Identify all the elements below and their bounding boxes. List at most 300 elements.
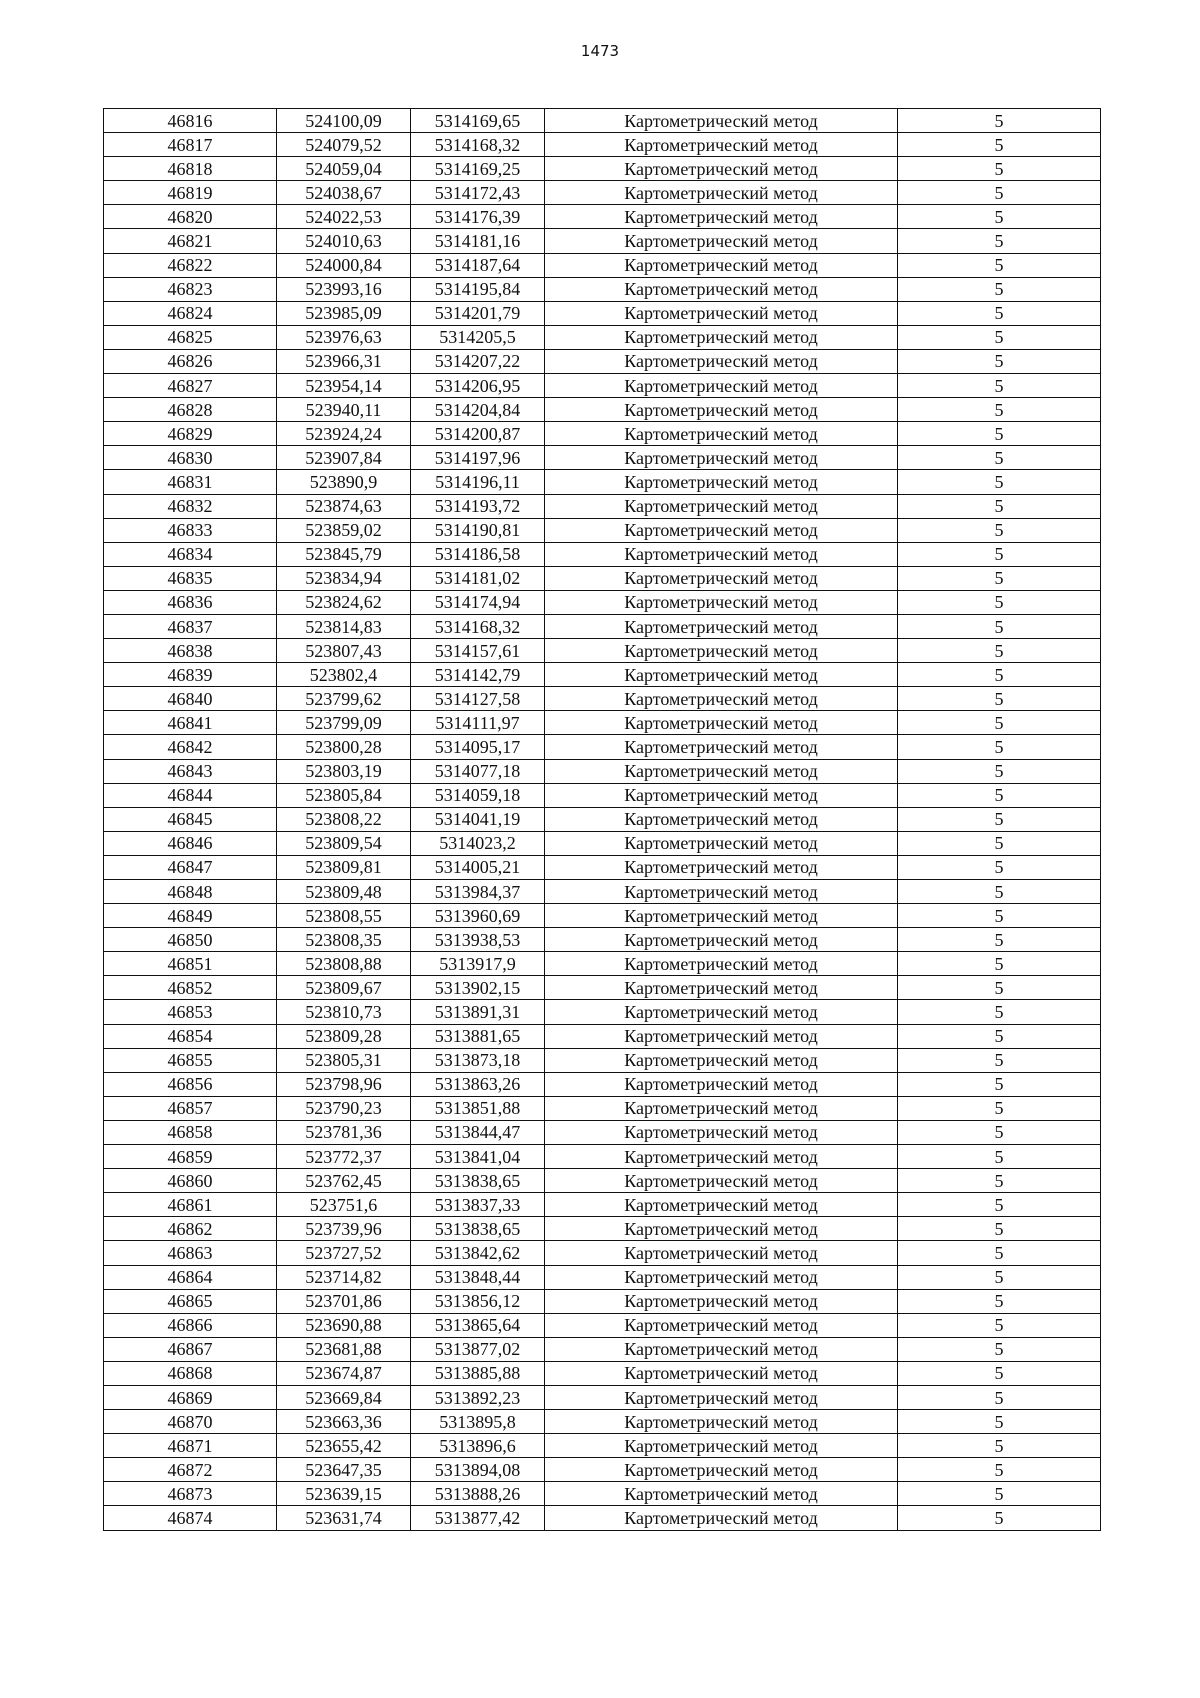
point-number-cell: 46861 bbox=[104, 1193, 277, 1217]
table-row bbox=[104, 1169, 1101, 1193]
point-number-cell: 46831 bbox=[104, 470, 277, 494]
table-row bbox=[104, 349, 1101, 373]
table-row bbox=[104, 109, 1101, 133]
accuracy-cell: 5 bbox=[898, 614, 1101, 638]
accuracy-cell: 5 bbox=[898, 1289, 1101, 1313]
x-coordinate-cell: 523803,19 bbox=[277, 759, 411, 783]
accuracy-cell: 5 bbox=[898, 374, 1101, 398]
point-number-cell: 46864 bbox=[104, 1265, 277, 1289]
method-cell: Картометрический метод bbox=[545, 1048, 898, 1072]
x-coordinate-cell: 523810,73 bbox=[277, 1000, 411, 1024]
point-number-cell: 46833 bbox=[104, 518, 277, 542]
table-row bbox=[104, 518, 1101, 542]
point-number-cell: 46820 bbox=[104, 205, 277, 229]
y-coordinate-cell: 5313960,69 bbox=[411, 904, 545, 928]
x-coordinate-cell: 523739,96 bbox=[277, 1217, 411, 1241]
table-row bbox=[104, 1048, 1101, 1072]
y-coordinate-cell: 5314181,02 bbox=[411, 566, 545, 590]
table-row bbox=[104, 253, 1101, 277]
accuracy-cell: 5 bbox=[898, 566, 1101, 590]
point-number-cell: 46855 bbox=[104, 1048, 277, 1072]
table-row bbox=[104, 374, 1101, 398]
point-number-cell: 46843 bbox=[104, 759, 277, 783]
x-coordinate-cell: 523639,15 bbox=[277, 1482, 411, 1506]
method-cell: Картометрический метод bbox=[545, 614, 898, 638]
y-coordinate-cell: 5313984,37 bbox=[411, 880, 545, 904]
coordinates-table bbox=[103, 108, 1101, 1531]
x-coordinate-cell: 523807,43 bbox=[277, 639, 411, 663]
accuracy-cell: 5 bbox=[898, 590, 1101, 614]
y-coordinate-cell: 5314111,97 bbox=[411, 711, 545, 735]
method-cell: Картометрический метод bbox=[545, 374, 898, 398]
method-cell: Картометрический метод bbox=[545, 325, 898, 349]
accuracy-cell: 5 bbox=[898, 663, 1101, 687]
y-coordinate-cell: 5313848,44 bbox=[411, 1265, 545, 1289]
y-coordinate-cell: 5313885,88 bbox=[411, 1361, 545, 1385]
table-row bbox=[104, 976, 1101, 1000]
table-row bbox=[104, 1000, 1101, 1024]
table-row bbox=[104, 1241, 1101, 1265]
y-coordinate-cell: 5314168,32 bbox=[411, 614, 545, 638]
point-number-cell: 46841 bbox=[104, 711, 277, 735]
table-row bbox=[104, 639, 1101, 663]
x-coordinate-cell: 524079,52 bbox=[277, 133, 411, 157]
table-row bbox=[104, 880, 1101, 904]
method-cell: Картометрический метод bbox=[545, 1169, 898, 1193]
point-number-cell: 46840 bbox=[104, 687, 277, 711]
accuracy-cell: 5 bbox=[898, 422, 1101, 446]
y-coordinate-cell: 5314181,16 bbox=[411, 229, 545, 253]
method-cell: Картометрический метод bbox=[545, 904, 898, 928]
accuracy-cell: 5 bbox=[898, 446, 1101, 470]
accuracy-cell: 5 bbox=[898, 1506, 1101, 1530]
point-number-cell: 46873 bbox=[104, 1482, 277, 1506]
y-coordinate-cell: 5314168,32 bbox=[411, 133, 545, 157]
method-cell: Картометрический метод bbox=[545, 1506, 898, 1530]
method-cell: Картометрический метод bbox=[545, 807, 898, 831]
point-number-cell: 46849 bbox=[104, 904, 277, 928]
point-number-cell: 46851 bbox=[104, 952, 277, 976]
accuracy-cell: 5 bbox=[898, 904, 1101, 928]
method-cell: Картометрический метод bbox=[545, 277, 898, 301]
accuracy-cell: 5 bbox=[898, 952, 1101, 976]
y-coordinate-cell: 5314200,87 bbox=[411, 422, 545, 446]
method-cell: Картометрический метод bbox=[545, 687, 898, 711]
method-cell: Картометрический метод bbox=[545, 133, 898, 157]
table-row bbox=[104, 783, 1101, 807]
y-coordinate-cell: 5313891,31 bbox=[411, 1000, 545, 1024]
y-coordinate-cell: 5314095,17 bbox=[411, 735, 545, 759]
accuracy-cell: 5 bbox=[898, 109, 1101, 133]
x-coordinate-cell: 523714,82 bbox=[277, 1265, 411, 1289]
point-number-cell: 46866 bbox=[104, 1313, 277, 1337]
x-coordinate-cell: 524000,84 bbox=[277, 253, 411, 277]
x-coordinate-cell: 523799,09 bbox=[277, 711, 411, 735]
point-number-cell: 46839 bbox=[104, 663, 277, 687]
x-coordinate-cell: 523845,79 bbox=[277, 542, 411, 566]
method-cell: Картометрический метод bbox=[545, 157, 898, 181]
accuracy-cell: 5 bbox=[898, 831, 1101, 855]
point-number-cell: 46818 bbox=[104, 157, 277, 181]
x-coordinate-cell: 523799,62 bbox=[277, 687, 411, 711]
table-row bbox=[104, 325, 1101, 349]
x-coordinate-cell: 523727,52 bbox=[277, 1241, 411, 1265]
table-row bbox=[104, 687, 1101, 711]
point-number-cell: 46854 bbox=[104, 1024, 277, 1048]
y-coordinate-cell: 5314187,64 bbox=[411, 253, 545, 277]
accuracy-cell: 5 bbox=[898, 205, 1101, 229]
method-cell: Картометрический метод bbox=[545, 1000, 898, 1024]
method-cell: Картометрический метод bbox=[545, 1434, 898, 1458]
table-row bbox=[104, 1145, 1101, 1169]
x-coordinate-cell: 523808,22 bbox=[277, 807, 411, 831]
point-number-cell: 46863 bbox=[104, 1241, 277, 1265]
y-coordinate-cell: 5314041,19 bbox=[411, 807, 545, 831]
accuracy-cell: 5 bbox=[898, 1217, 1101, 1241]
y-coordinate-cell: 5313896,6 bbox=[411, 1434, 545, 1458]
table-row bbox=[104, 1385, 1101, 1409]
method-cell: Картометрический метод bbox=[545, 1313, 898, 1337]
x-coordinate-cell: 523874,63 bbox=[277, 494, 411, 518]
table-row bbox=[104, 277, 1101, 301]
x-coordinate-cell: 523985,09 bbox=[277, 301, 411, 325]
method-cell: Картометрический метод bbox=[545, 109, 898, 133]
y-coordinate-cell: 5314142,79 bbox=[411, 663, 545, 687]
accuracy-cell: 5 bbox=[898, 1193, 1101, 1217]
y-coordinate-cell: 5314186,58 bbox=[411, 542, 545, 566]
point-number-cell: 46817 bbox=[104, 133, 277, 157]
table-row bbox=[104, 1193, 1101, 1217]
table-row bbox=[104, 1361, 1101, 1385]
accuracy-cell: 5 bbox=[898, 398, 1101, 422]
x-coordinate-cell: 523802,4 bbox=[277, 663, 411, 687]
accuracy-cell: 5 bbox=[898, 1458, 1101, 1482]
y-coordinate-cell: 5314195,84 bbox=[411, 277, 545, 301]
method-cell: Картометрический метод bbox=[545, 1385, 898, 1409]
y-coordinate-cell: 5313851,88 bbox=[411, 1096, 545, 1120]
accuracy-cell: 5 bbox=[898, 1241, 1101, 1265]
point-number-cell: 46859 bbox=[104, 1145, 277, 1169]
y-coordinate-cell: 5313863,26 bbox=[411, 1072, 545, 1096]
accuracy-cell: 5 bbox=[898, 349, 1101, 373]
table-row bbox=[104, 1289, 1101, 1313]
y-coordinate-cell: 5313894,08 bbox=[411, 1458, 545, 1482]
y-coordinate-cell: 5313877,42 bbox=[411, 1506, 545, 1530]
accuracy-cell: 5 bbox=[898, 1120, 1101, 1144]
accuracy-cell: 5 bbox=[898, 783, 1101, 807]
table-row bbox=[104, 1120, 1101, 1144]
point-number-cell: 46862 bbox=[104, 1217, 277, 1241]
accuracy-cell: 5 bbox=[898, 181, 1101, 205]
x-coordinate-cell: 523808,88 bbox=[277, 952, 411, 976]
point-number-cell: 46844 bbox=[104, 783, 277, 807]
point-number-cell: 46832 bbox=[104, 494, 277, 518]
y-coordinate-cell: 5314172,43 bbox=[411, 181, 545, 205]
x-coordinate-cell: 524059,04 bbox=[277, 157, 411, 181]
x-coordinate-cell: 523663,36 bbox=[277, 1410, 411, 1434]
y-coordinate-cell: 5314206,95 bbox=[411, 374, 545, 398]
x-coordinate-cell: 523976,63 bbox=[277, 325, 411, 349]
method-cell: Картометрический метод bbox=[545, 494, 898, 518]
x-coordinate-cell: 523809,54 bbox=[277, 831, 411, 855]
x-coordinate-cell: 523800,28 bbox=[277, 735, 411, 759]
table-row bbox=[104, 470, 1101, 494]
table-row bbox=[104, 229, 1101, 253]
table-row bbox=[104, 855, 1101, 879]
table-row bbox=[104, 711, 1101, 735]
y-coordinate-cell: 5313881,65 bbox=[411, 1024, 545, 1048]
method-cell: Картометрический метод bbox=[545, 253, 898, 277]
point-number-cell: 46825 bbox=[104, 325, 277, 349]
method-cell: Картометрический метод bbox=[545, 590, 898, 614]
point-number-cell: 46819 bbox=[104, 181, 277, 205]
y-coordinate-cell: 5313902,15 bbox=[411, 976, 545, 1000]
table-row bbox=[104, 446, 1101, 470]
table-row bbox=[104, 422, 1101, 446]
method-cell: Картометрический метод bbox=[545, 422, 898, 446]
table-row bbox=[104, 398, 1101, 422]
method-cell: Картометрический метод bbox=[545, 1482, 898, 1506]
y-coordinate-cell: 5314157,61 bbox=[411, 639, 545, 663]
x-coordinate-cell: 523890,9 bbox=[277, 470, 411, 494]
x-coordinate-cell: 523809,48 bbox=[277, 880, 411, 904]
table-row bbox=[104, 952, 1101, 976]
method-cell: Картометрический метод bbox=[545, 1241, 898, 1265]
accuracy-cell: 5 bbox=[898, 1385, 1101, 1409]
accuracy-cell: 5 bbox=[898, 711, 1101, 735]
x-coordinate-cell: 524022,53 bbox=[277, 205, 411, 229]
accuracy-cell: 5 bbox=[898, 855, 1101, 879]
x-coordinate-cell: 523781,36 bbox=[277, 1120, 411, 1144]
accuracy-cell: 5 bbox=[898, 1072, 1101, 1096]
y-coordinate-cell: 5314059,18 bbox=[411, 783, 545, 807]
x-coordinate-cell: 523762,45 bbox=[277, 1169, 411, 1193]
x-coordinate-cell: 523669,84 bbox=[277, 1385, 411, 1409]
accuracy-cell: 5 bbox=[898, 976, 1101, 1000]
x-coordinate-cell: 523940,11 bbox=[277, 398, 411, 422]
accuracy-cell: 5 bbox=[898, 301, 1101, 325]
table-row bbox=[104, 904, 1101, 928]
method-cell: Картометрический метод bbox=[545, 446, 898, 470]
y-coordinate-cell: 5314174,94 bbox=[411, 590, 545, 614]
table-row bbox=[104, 301, 1101, 325]
method-cell: Картометрический метод bbox=[545, 663, 898, 687]
x-coordinate-cell: 523834,94 bbox=[277, 566, 411, 590]
method-cell: Картометрический метод bbox=[545, 783, 898, 807]
accuracy-cell: 5 bbox=[898, 759, 1101, 783]
y-coordinate-cell: 5313841,04 bbox=[411, 1145, 545, 1169]
table-row bbox=[104, 1096, 1101, 1120]
y-coordinate-cell: 5314207,22 bbox=[411, 349, 545, 373]
y-coordinate-cell: 5313844,47 bbox=[411, 1120, 545, 1144]
table-row bbox=[104, 133, 1101, 157]
y-coordinate-cell: 5314169,25 bbox=[411, 157, 545, 181]
method-cell: Картометрический метод bbox=[545, 735, 898, 759]
table-row bbox=[104, 928, 1101, 952]
table-row bbox=[104, 181, 1101, 205]
table-row bbox=[104, 157, 1101, 181]
method-cell: Картометрический метод bbox=[545, 1458, 898, 1482]
y-coordinate-cell: 5314201,79 bbox=[411, 301, 545, 325]
point-number-cell: 46869 bbox=[104, 1385, 277, 1409]
point-number-cell: 46816 bbox=[104, 109, 277, 133]
method-cell: Картометрический метод bbox=[545, 542, 898, 566]
y-coordinate-cell: 5313865,64 bbox=[411, 1313, 545, 1337]
method-cell: Картометрический метод bbox=[545, 1193, 898, 1217]
accuracy-cell: 5 bbox=[898, 1024, 1101, 1048]
table-row bbox=[104, 1410, 1101, 1434]
point-number-cell: 46837 bbox=[104, 614, 277, 638]
table-row bbox=[104, 1337, 1101, 1361]
x-coordinate-cell: 523993,16 bbox=[277, 277, 411, 301]
accuracy-cell: 5 bbox=[898, 157, 1101, 181]
x-coordinate-cell: 523701,86 bbox=[277, 1289, 411, 1313]
table-row bbox=[104, 1265, 1101, 1289]
method-cell: Картометрический метод bbox=[545, 1337, 898, 1361]
table-row bbox=[104, 663, 1101, 687]
point-number-cell: 46824 bbox=[104, 301, 277, 325]
point-number-cell: 46845 bbox=[104, 807, 277, 831]
point-number-cell: 46829 bbox=[104, 422, 277, 446]
point-number-cell: 46852 bbox=[104, 976, 277, 1000]
accuracy-cell: 5 bbox=[898, 277, 1101, 301]
point-number-cell: 46856 bbox=[104, 1072, 277, 1096]
method-cell: Картометрический метод bbox=[545, 831, 898, 855]
y-coordinate-cell: 5314176,39 bbox=[411, 205, 545, 229]
point-number-cell: 46848 bbox=[104, 880, 277, 904]
table-row bbox=[104, 1217, 1101, 1241]
accuracy-cell: 5 bbox=[898, 325, 1101, 349]
x-coordinate-cell: 523690,88 bbox=[277, 1313, 411, 1337]
accuracy-cell: 5 bbox=[898, 542, 1101, 566]
accuracy-cell: 5 bbox=[898, 1337, 1101, 1361]
accuracy-cell: 5 bbox=[898, 735, 1101, 759]
y-coordinate-cell: 5314169,65 bbox=[411, 109, 545, 133]
x-coordinate-cell: 523798,96 bbox=[277, 1072, 411, 1096]
point-number-cell: 46826 bbox=[104, 349, 277, 373]
x-coordinate-cell: 523954,14 bbox=[277, 374, 411, 398]
method-cell: Картометрический метод bbox=[545, 181, 898, 205]
point-number-cell: 46868 bbox=[104, 1361, 277, 1385]
point-number-cell: 46870 bbox=[104, 1410, 277, 1434]
point-number-cell: 46853 bbox=[104, 1000, 277, 1024]
method-cell: Картометрический метод bbox=[545, 928, 898, 952]
accuracy-cell: 5 bbox=[898, 807, 1101, 831]
y-coordinate-cell: 5314077,18 bbox=[411, 759, 545, 783]
accuracy-cell: 5 bbox=[898, 1000, 1101, 1024]
table-row bbox=[104, 566, 1101, 590]
point-number-cell: 46836 bbox=[104, 590, 277, 614]
x-coordinate-cell: 523809,28 bbox=[277, 1024, 411, 1048]
x-coordinate-cell: 523655,42 bbox=[277, 1434, 411, 1458]
x-coordinate-cell: 523966,31 bbox=[277, 349, 411, 373]
accuracy-cell: 5 bbox=[898, 133, 1101, 157]
x-coordinate-cell: 523814,83 bbox=[277, 614, 411, 638]
table-row bbox=[104, 1482, 1101, 1506]
point-number-cell: 46865 bbox=[104, 1289, 277, 1313]
x-coordinate-cell: 523790,23 bbox=[277, 1096, 411, 1120]
y-coordinate-cell: 5313873,18 bbox=[411, 1048, 545, 1072]
point-number-cell: 46822 bbox=[104, 253, 277, 277]
y-coordinate-cell: 5313917,9 bbox=[411, 952, 545, 976]
method-cell: Картометрический метод bbox=[545, 880, 898, 904]
table-row bbox=[104, 735, 1101, 759]
accuracy-cell: 5 bbox=[898, 1048, 1101, 1072]
method-cell: Картометрический метод bbox=[545, 1120, 898, 1144]
table-row bbox=[104, 1072, 1101, 1096]
x-coordinate-cell: 523824,62 bbox=[277, 590, 411, 614]
method-cell: Картометрический метод bbox=[545, 566, 898, 590]
accuracy-cell: 5 bbox=[898, 1482, 1101, 1506]
x-coordinate-cell: 523907,84 bbox=[277, 446, 411, 470]
accuracy-cell: 5 bbox=[898, 1313, 1101, 1337]
method-cell: Картометрический метод bbox=[545, 205, 898, 229]
table-row bbox=[104, 1458, 1101, 1482]
table-row bbox=[104, 1024, 1101, 1048]
x-coordinate-cell: 524038,67 bbox=[277, 181, 411, 205]
point-number-cell: 46838 bbox=[104, 639, 277, 663]
method-cell: Картометрический метод bbox=[545, 1265, 898, 1289]
x-coordinate-cell: 523631,74 bbox=[277, 1506, 411, 1530]
table-row bbox=[104, 542, 1101, 566]
method-cell: Картометрический метод bbox=[545, 1217, 898, 1241]
y-coordinate-cell: 5314204,84 bbox=[411, 398, 545, 422]
x-coordinate-cell: 523924,24 bbox=[277, 422, 411, 446]
y-coordinate-cell: 5313842,62 bbox=[411, 1241, 545, 1265]
y-coordinate-cell: 5314197,96 bbox=[411, 446, 545, 470]
accuracy-cell: 5 bbox=[898, 928, 1101, 952]
method-cell: Картометрический метод bbox=[545, 952, 898, 976]
method-cell: Картометрический метод bbox=[545, 1072, 898, 1096]
table-row bbox=[104, 1506, 1101, 1530]
x-coordinate-cell: 523681,88 bbox=[277, 1337, 411, 1361]
method-cell: Картометрический метод bbox=[545, 1410, 898, 1434]
method-cell: Картометрический метод bbox=[545, 639, 898, 663]
accuracy-cell: 5 bbox=[898, 687, 1101, 711]
y-coordinate-cell: 5313892,23 bbox=[411, 1385, 545, 1409]
x-coordinate-cell: 523809,67 bbox=[277, 976, 411, 1000]
point-number-cell: 46860 bbox=[104, 1169, 277, 1193]
point-number-cell: 46830 bbox=[104, 446, 277, 470]
accuracy-cell: 5 bbox=[898, 253, 1101, 277]
accuracy-cell: 5 bbox=[898, 1096, 1101, 1120]
method-cell: Картометрический метод bbox=[545, 301, 898, 325]
table-row bbox=[104, 494, 1101, 518]
point-number-cell: 46835 bbox=[104, 566, 277, 590]
table-row bbox=[104, 1313, 1101, 1337]
y-coordinate-cell: 5313838,65 bbox=[411, 1217, 545, 1241]
table-row bbox=[104, 759, 1101, 783]
point-number-cell: 46867 bbox=[104, 1337, 277, 1361]
accuracy-cell: 5 bbox=[898, 1145, 1101, 1169]
method-cell: Картометрический метод bbox=[545, 976, 898, 1000]
point-number-cell: 46842 bbox=[104, 735, 277, 759]
method-cell: Картометрический метод bbox=[545, 518, 898, 542]
point-number-cell: 46874 bbox=[104, 1506, 277, 1530]
x-coordinate-cell: 523805,31 bbox=[277, 1048, 411, 1072]
point-number-cell: 46846 bbox=[104, 831, 277, 855]
y-coordinate-cell: 5313888,26 bbox=[411, 1482, 545, 1506]
point-number-cell: 46847 bbox=[104, 855, 277, 879]
method-cell: Картометрический метод bbox=[545, 711, 898, 735]
x-coordinate-cell: 523805,84 bbox=[277, 783, 411, 807]
y-coordinate-cell: 5314005,21 bbox=[411, 855, 545, 879]
accuracy-cell: 5 bbox=[898, 880, 1101, 904]
point-number-cell: 46858 bbox=[104, 1120, 277, 1144]
point-number-cell: 46850 bbox=[104, 928, 277, 952]
y-coordinate-cell: 5313938,53 bbox=[411, 928, 545, 952]
point-number-cell: 46857 bbox=[104, 1096, 277, 1120]
